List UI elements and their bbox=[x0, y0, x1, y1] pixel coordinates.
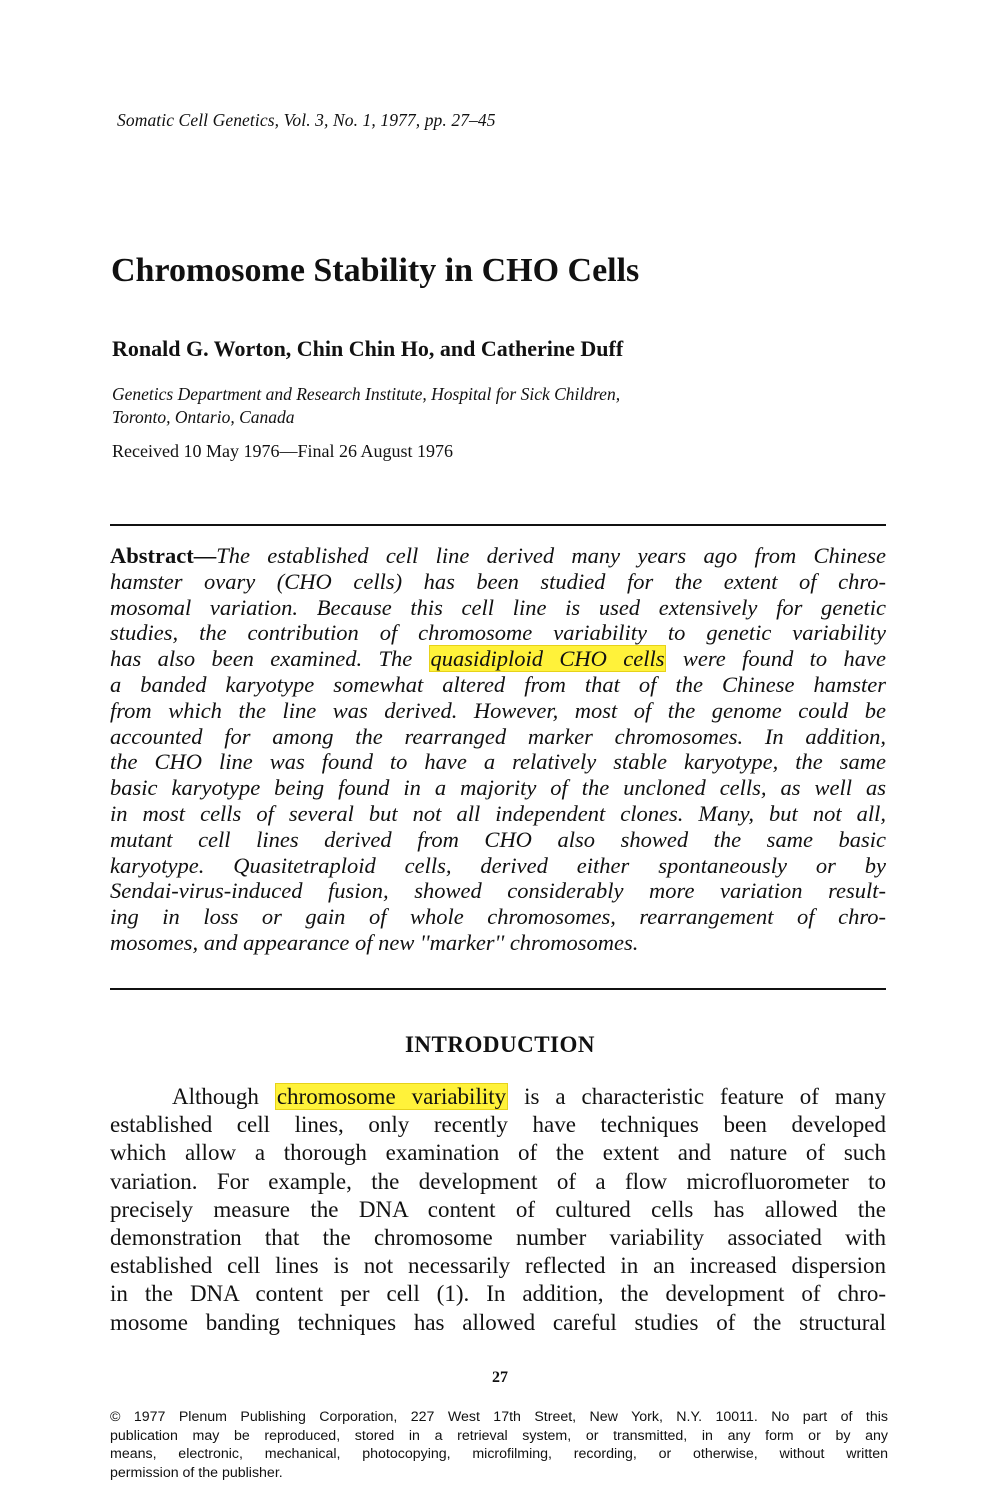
body-line: mosome banding techniques has allowed careful studies of the structural bbox=[110, 1309, 886, 1335]
abstract-line: in most cells of several but not all independent clones. Many, but not all, bbox=[110, 800, 886, 826]
section-heading: INTRODUCTION bbox=[404, 1032, 596, 1057]
abstract-label: Abstract— bbox=[110, 543, 217, 568]
introduction-body bbox=[110, 1083, 886, 1337]
abstract-line: accounted for among the rearranged marker chromosomes. In addition, bbox=[110, 723, 886, 749]
affiliation-line: Toronto, Ontario, Canada bbox=[112, 407, 295, 427]
abstract-line: from which the line was derived. However, most of the genome could be bbox=[110, 697, 886, 723]
journal-citation: Somatic Cell Genetics, Vol. 3, No. 1, 1977, pp. 27–45 bbox=[117, 110, 496, 130]
top-divider-rule bbox=[110, 524, 886, 526]
abstract-line: karyotype. Quasitetraploid cells, derived either spontaneously or by bbox=[110, 852, 886, 878]
body-line: demonstration that the chromosome number variability associated with bbox=[110, 1224, 886, 1250]
body-line bbox=[110, 1083, 886, 1111]
abstract-line: studies, the contribution of chromosome variability to genetic variability bbox=[110, 620, 886, 646]
body-line: established cell lines is not necessarily reflected in an increased dispersion bbox=[110, 1253, 886, 1279]
highlighted-text: chromosome variability bbox=[276, 1084, 507, 1109]
article-title: Chromosome Stability in CHO Cells bbox=[111, 252, 640, 289]
abstract-text: were found to have bbox=[682, 646, 886, 672]
highlighted-text: quasidiploid CHO cells bbox=[430, 646, 665, 672]
abstract-line: ing in loss or gain of whole chromosomes, rearrangement of chro- bbox=[110, 904, 886, 930]
body-line: variation. For example, the development of a flow microfluorometer to bbox=[110, 1168, 886, 1194]
body-text: Although bbox=[172, 1084, 259, 1109]
abstract-line: the CHO line was found to have a relatively stable karyotype, the same bbox=[110, 749, 886, 775]
received-dates: Received 10 May 1976—Final 26 August 1976 bbox=[112, 441, 453, 461]
copyright-line: means, electronic, mechanical, photocopying, microfilming, recording, or otherwise, without written bbox=[110, 1446, 888, 1462]
page-number: 27 bbox=[492, 1369, 508, 1386]
abstract bbox=[110, 543, 886, 956]
copyright-notice bbox=[110, 1408, 888, 1482]
body-line: established cell lines, only recently have techniques been developed bbox=[110, 1112, 886, 1138]
abstract-line: a banded karyotype somewhat altered from that of the Chinese hamster bbox=[110, 671, 886, 697]
copyright-line: permission of the publisher. bbox=[110, 1464, 283, 1481]
affiliation-line: Genetics Department and Research Institute, Hospital for Sick Children, bbox=[112, 384, 621, 404]
abstract-text: The established cell line derived many years ago from Chinese bbox=[216, 543, 886, 568]
abstract-line: hamster ovary (CHO cells) has been studied for the extent of chro- bbox=[110, 568, 886, 594]
copyright-line: © 1977 Plenum Publishing Corporation, 227 West 17th Street, New York, N.Y. 10011. No part of this bbox=[110, 1409, 888, 1425]
abstract-text: has also been examined. The bbox=[110, 646, 413, 672]
body-line: precisely measure the DNA content of cultured cells has allowed the bbox=[110, 1196, 886, 1222]
copyright-line: publication may be reproduced, stored in a retrieval system, or transmitted, in any form or by any bbox=[110, 1427, 888, 1444]
body-text: is a characteristic feature of many bbox=[524, 1084, 887, 1109]
abstract-line: mutant cell lines derived from CHO also showed the same basic bbox=[110, 826, 886, 852]
abstract-line bbox=[110, 543, 886, 569]
bottom-divider-rule bbox=[110, 988, 886, 990]
abstract-line: Sendai-virus-induced fusion, showed considerably more variation result- bbox=[110, 878, 886, 904]
author-list: Ronald G. Worton, Chin Chin Ho, and Catherine Duff bbox=[112, 336, 624, 361]
abstract-line: mosomes, and appearance of new ''marker'' chromosomes. bbox=[110, 929, 639, 955]
abstract-line: basic karyotype being found in a majority of the uncloned cells, as well as bbox=[110, 775, 886, 801]
affiliation bbox=[112, 383, 620, 429]
abstract-line: mosomal variation. Because this cell line is used extensively for genetic bbox=[110, 594, 886, 620]
abstract-line bbox=[110, 646, 886, 672]
body-line: in the DNA content per cell (1). In addition, the development of chro- bbox=[110, 1281, 886, 1307]
body-line: which allow a thorough examination of the extent and nature of such bbox=[110, 1140, 886, 1166]
